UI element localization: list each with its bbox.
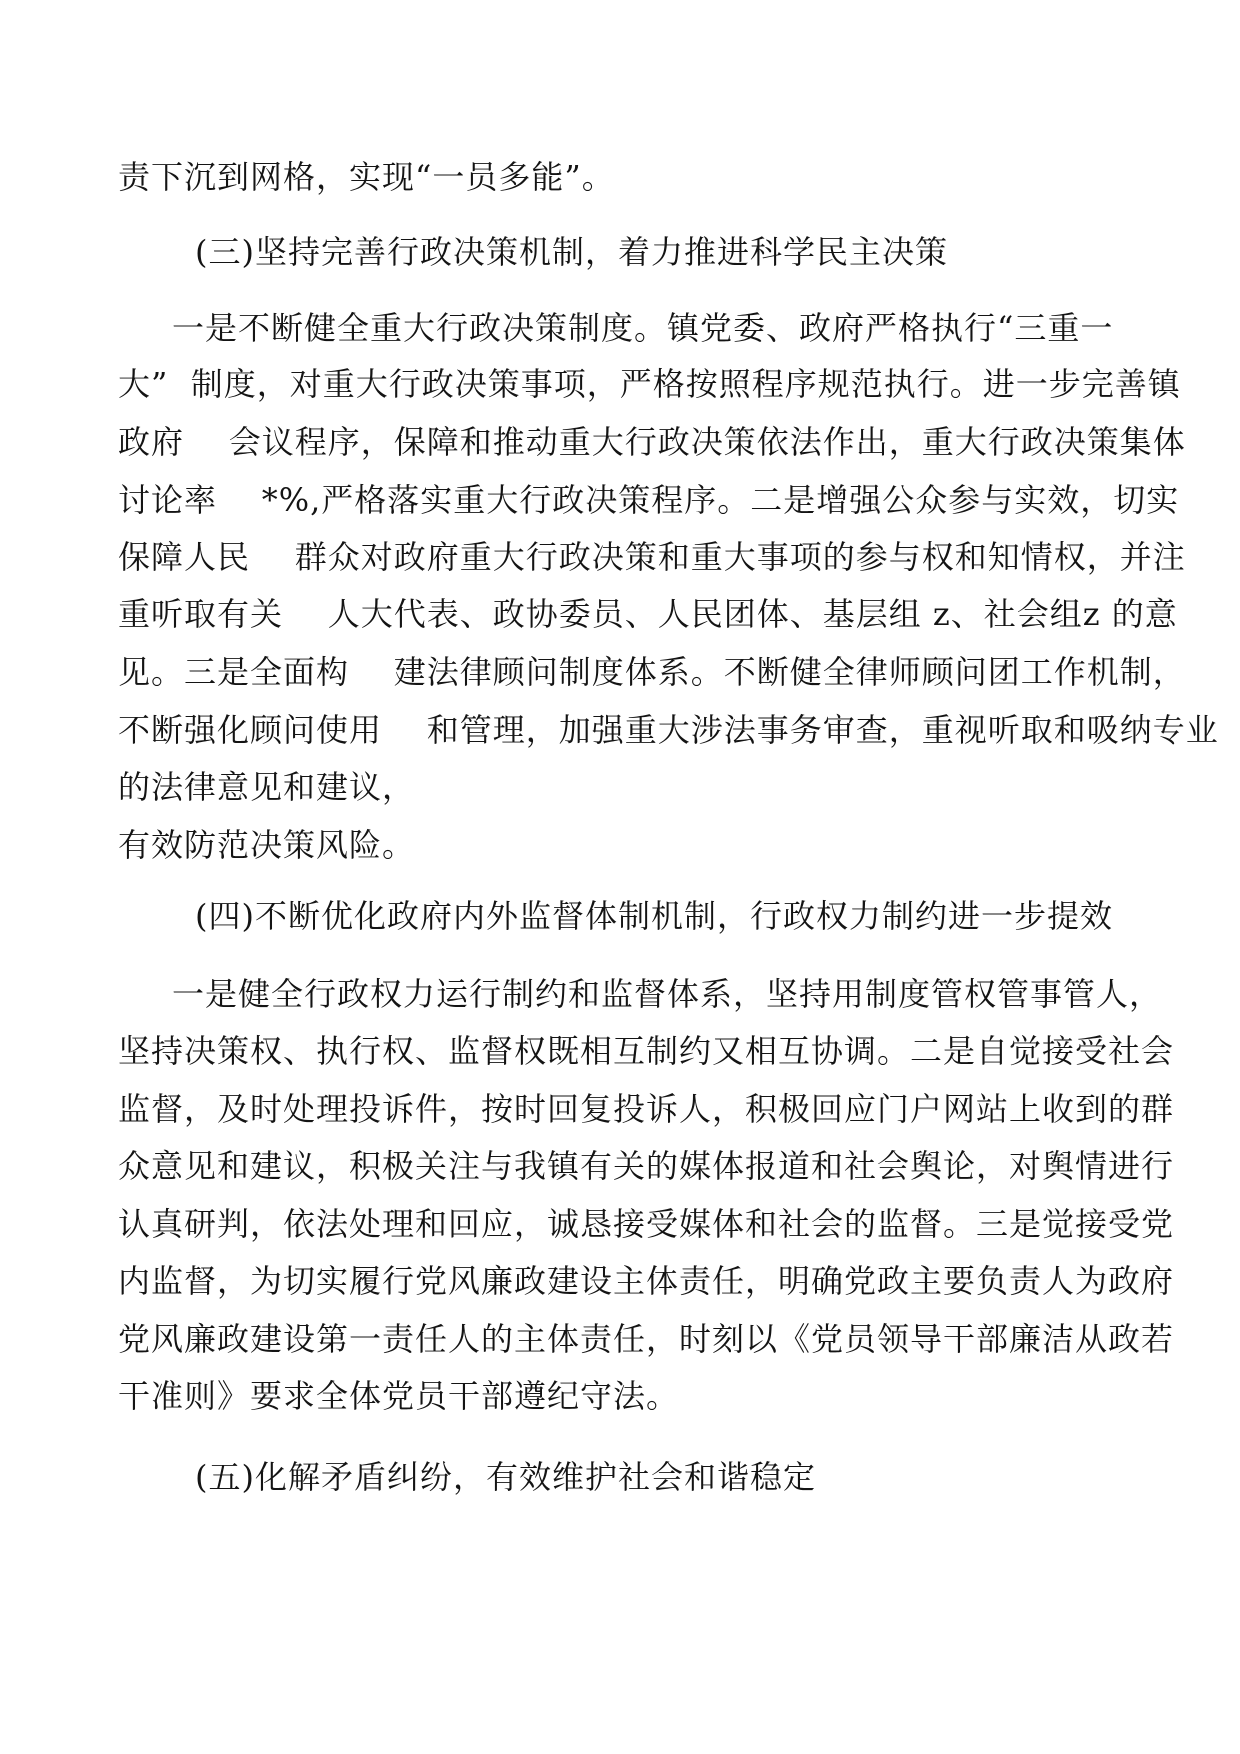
body-line-8: 重听取有关 人大代表、政协委员、人民团体、基层组 z、社会组z 的意: [118, 595, 1178, 633]
body-line-12: 有效防范决策风险。: [118, 826, 416, 864]
body-line-15: 坚持决策权、执行权、监督权既相互制约又相互协调。二是自觉接受社会: [118, 1032, 1175, 1070]
body-line-10: 不断强化顾问使用 和管理，加强重大涉法事务审查，重视听取和吸纳专业: [118, 711, 1219, 749]
section-heading-3: (三)坚持完善行政决策机制，着力推进科学民主决策: [195, 233, 948, 271]
body-line-20: 党风廉政建设第一责任人的主体责任，时刻以《党员领导干部廉洁从政若: [118, 1320, 1175, 1358]
body-line-17: 众意见和建议，积极关注与我镇有关的媒体报道和社会舆论，对舆情进行: [118, 1147, 1175, 1185]
body-line-11: 的法律意见和建议，: [118, 768, 416, 806]
body-line-4: 大” 制度，对重大行政决策事项，严格按照程序规范执行。进一步完善镇: [118, 365, 1181, 403]
body-line-5: 政府 会议程序，保障和推动重大行政决策依法作出，重大行政决策集体: [118, 423, 1186, 461]
body-line-1: 责下沉到网格，实现“一员多能”。: [118, 158, 615, 196]
body-line-19: 内监督，为切实履行党风廉政建设主体责任，明确党政主要负责人为政府: [118, 1262, 1175, 1300]
body-line-14: 一是健全行政权力运行制约和监督体系，坚持用制度管权管事管人，: [172, 975, 1163, 1013]
body-line-6: 讨论率 *%,严格落实重大行政决策程序。二是增强公众参与实效，切实: [118, 481, 1180, 519]
body-line-21: 干准则》要求全体党员干部遵纪守法。: [118, 1377, 680, 1415]
body-line-16: 监督，及时处理投诉件，按时回复投诉人，积极回应门户网站上收到的群: [118, 1090, 1175, 1128]
section-heading-5: (五)化解矛盾纠纷，有效维护社会和谐稳定: [195, 1458, 816, 1496]
body-line-7: 保障人民 群众对政府重大行政决策和重大事项的参与权和知情权，并注: [118, 538, 1186, 576]
body-line-3: 一是不断健全重大行政决策制度。镇党委、政府严格执行“三重一: [172, 309, 1114, 347]
body-line-18: 认真研判，依法处理和回应，诚恳接受媒体和社会的监督。三是觉接受党: [118, 1205, 1175, 1243]
body-line-9: 见。三是全面构 建法律顾问制度体系。不断健全律师顾问团工作机制，: [118, 653, 1186, 691]
section-heading-4: (四)不断优化政府内外监督体制机制，行政权力制约进一步提效: [195, 897, 1113, 935]
